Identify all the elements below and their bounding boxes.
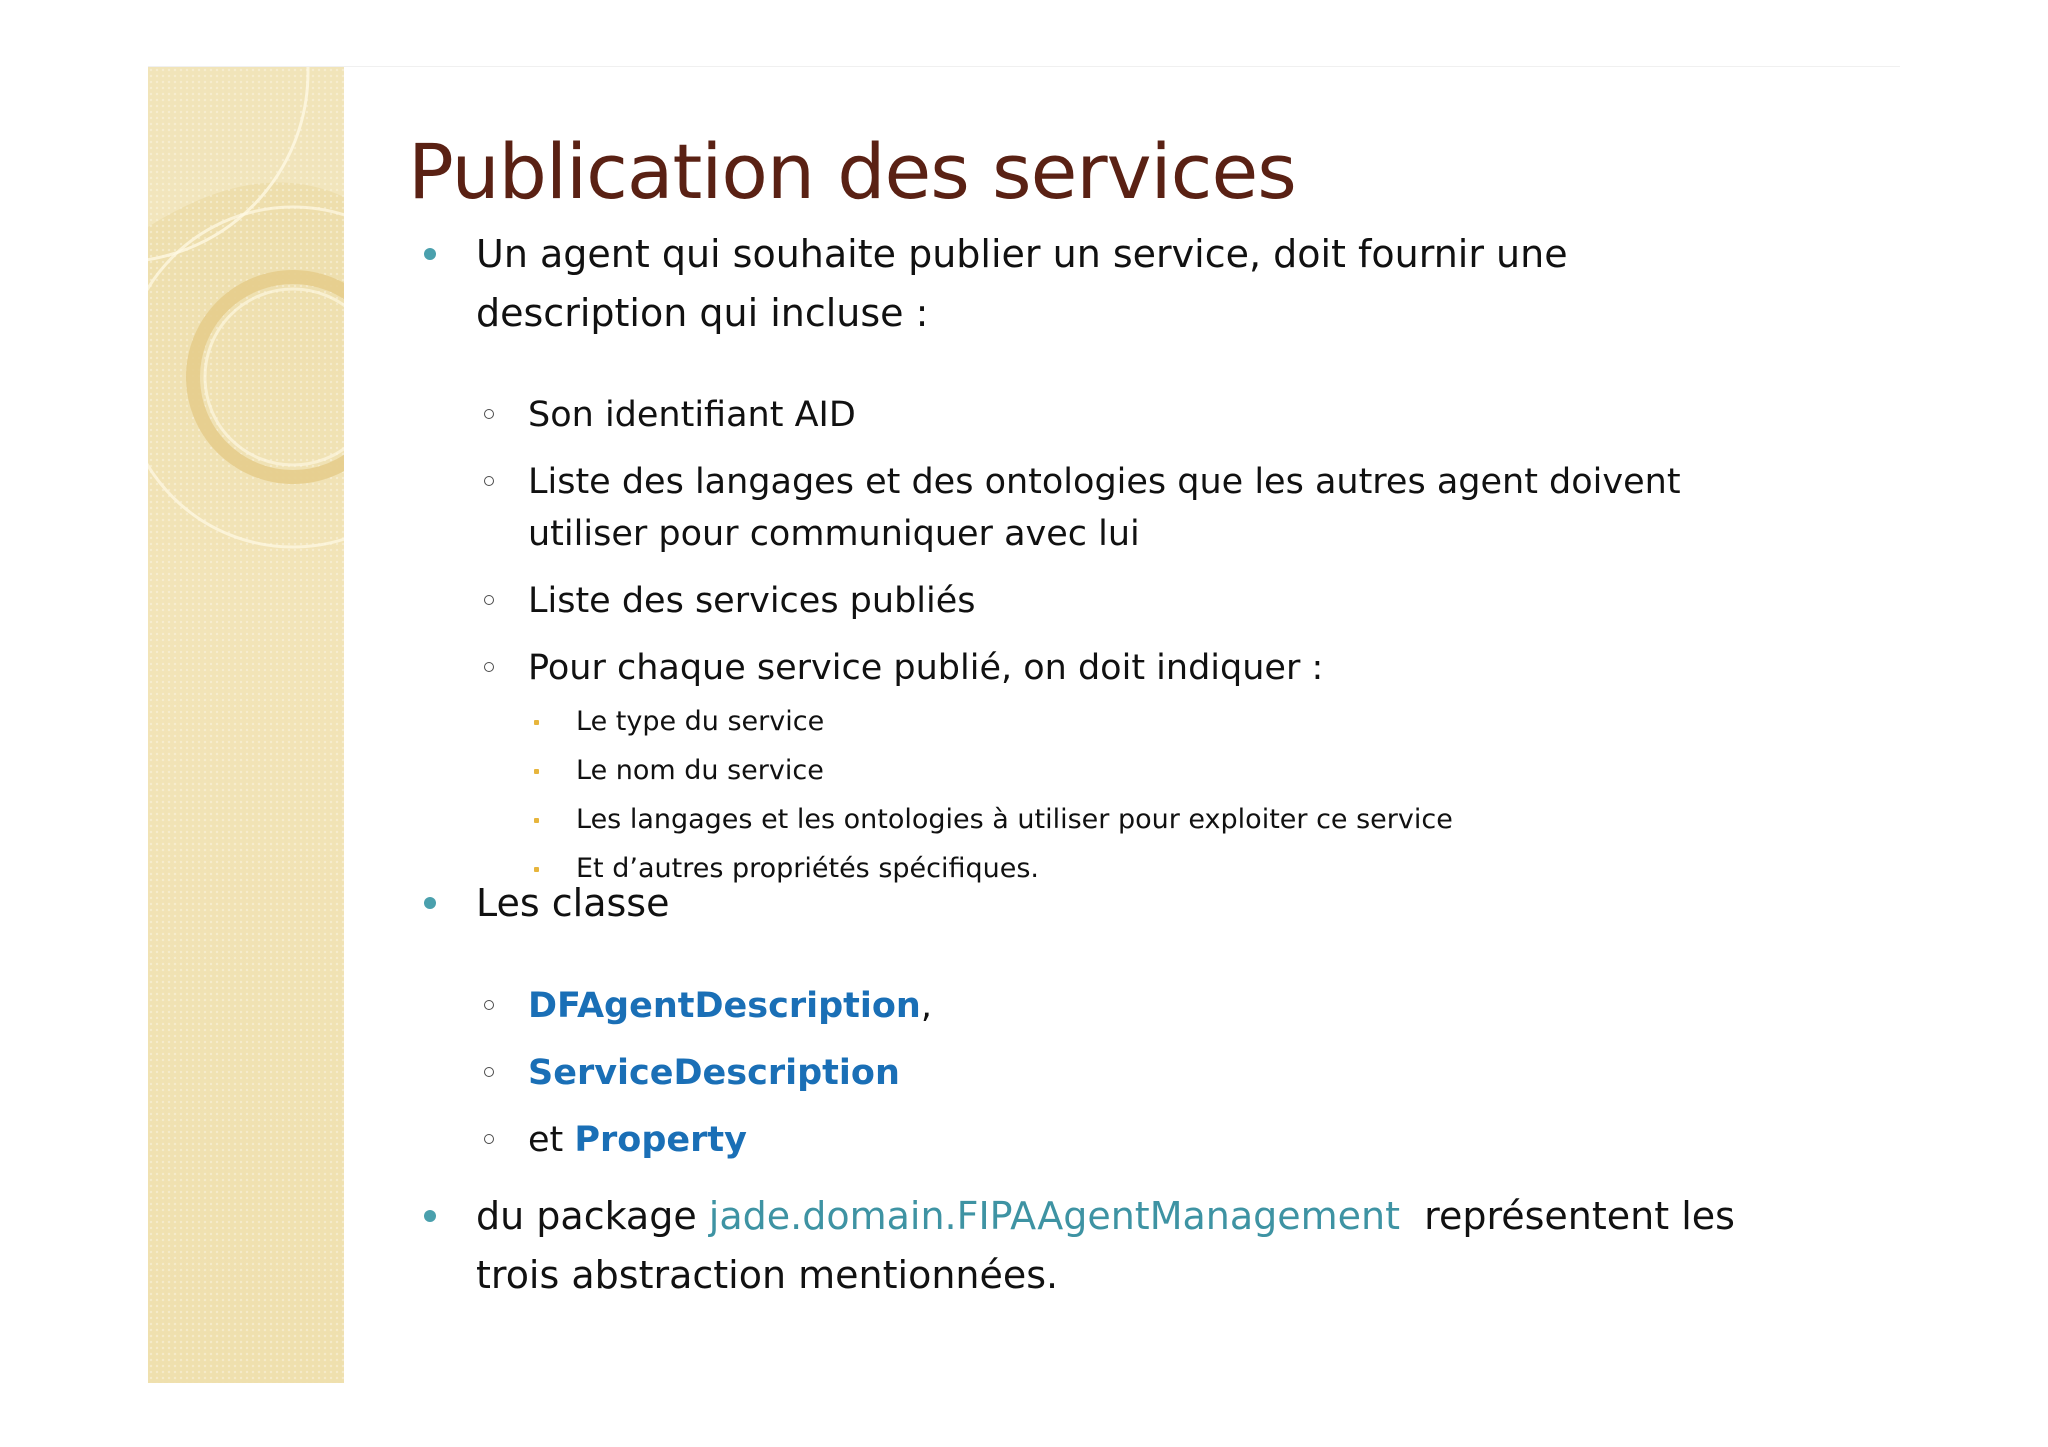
class-name: Property: [574, 1120, 747, 1160]
sub-sub-bullet-square-icon: [534, 720, 539, 725]
package-name: jade.domain.FIPAAgentManagement: [708, 1194, 1401, 1238]
sub-bullet-circle-icon: [484, 1134, 494, 1144]
bullet-1-line-1: Un agent qui souhaite publier un service, doit fournir une: [476, 232, 1568, 276]
bullet-1-line-2: description qui incluse :: [476, 291, 929, 335]
sub-bullet-circle-icon: [484, 1067, 494, 1077]
class-name: DFAgentDescription: [528, 986, 921, 1026]
sub-bullet-circle-icon: [484, 409, 494, 419]
sub-sub-bullet-languages: Les langages et les ontologies à utiliser pour exploiter ce service: [576, 804, 1453, 835]
sub-sub-bullet-properties: Et d’autres propriétés spécifiques.: [576, 853, 1040, 884]
class-item-servicedescription: [528, 1047, 900, 1099]
sub-bullet-circle-icon: [484, 1000, 494, 1010]
sub-sub-bullet-square-icon: [534, 769, 539, 774]
class-prefix: et: [528, 1120, 575, 1160]
bullet-dot-icon: [424, 1210, 436, 1222]
sub-bullet-per-service: Pour chaque service publié, on doit indiquer :: [528, 648, 1324, 688]
package-suffix: représentent les: [1400, 1194, 1735, 1238]
bullet-dot-icon: [424, 897, 436, 909]
slide-title: Publication des services: [408, 127, 1296, 216]
bullet-2-classes: Les classe: [476, 881, 670, 925]
sub-bullet-circle-icon: [484, 476, 494, 486]
class-name: ServiceDescription: [528, 1053, 900, 1093]
sub-sub-bullet-square-icon: [534, 867, 539, 872]
class-item-dfagentdescription: [528, 980, 932, 1032]
sub-sub-bullet-square-icon: [534, 818, 539, 823]
bullet-dot-icon: [424, 248, 436, 260]
sub-bullet-aid: Son identifiant AID: [528, 395, 856, 435]
package-prefix: du package: [476, 1194, 709, 1238]
sub-sub-bullet-type: Le type du service: [576, 706, 825, 737]
class-item-property: [528, 1114, 747, 1166]
bullet-3-line-2: trois abstraction mentionnées.: [476, 1253, 1059, 1297]
bullet-3-line-1: [476, 1187, 1735, 1245]
slide-body: [148, 67, 1900, 1383]
sub-bullet-languages-line-2: utiliser pour communiquer avec lui: [528, 514, 1140, 554]
sub-sub-bullet-name: Le nom du service: [576, 755, 824, 786]
sub-bullet-languages-line-1: Liste des langages et des ontologies que les autres agent doivent: [528, 462, 1681, 502]
sub-bullet-circle-icon: [484, 595, 494, 605]
sub-bullet-services-list: Liste des services publiés: [528, 581, 976, 621]
slide: [148, 66, 1900, 1383]
sub-bullet-circle-icon: [484, 662, 494, 672]
class-suffix: ,: [920, 986, 932, 1026]
